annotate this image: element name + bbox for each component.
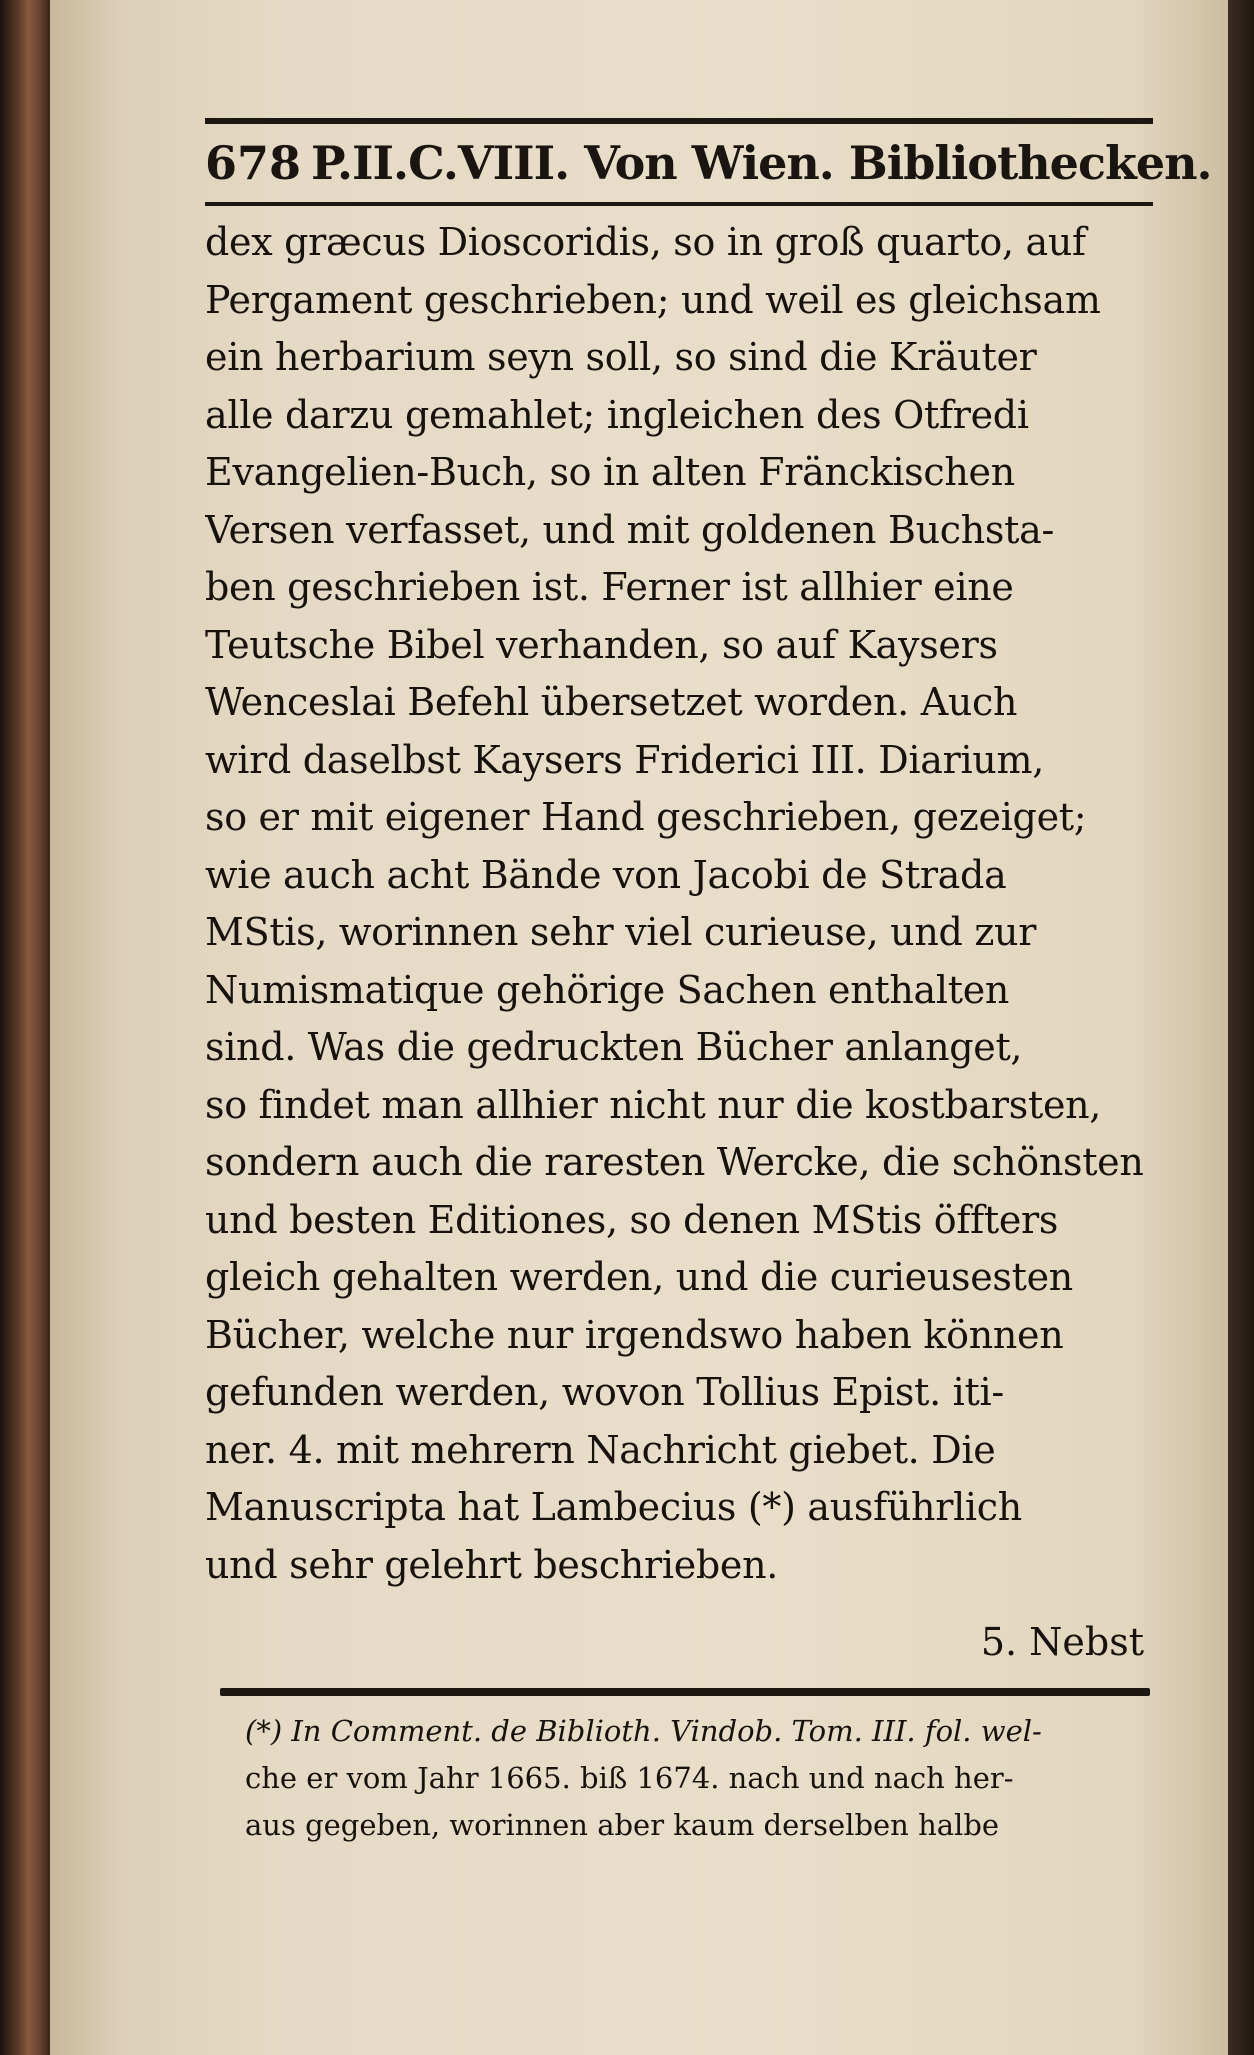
page-shadow-edge <box>1228 0 1254 2055</box>
text-line: Bücher, welche nur irgendswo haben können <box>205 1312 1064 1357</box>
text-line: ein herbarium seyn soll, so sind die Kräuter <box>205 335 1037 379</box>
text-line: und sehr gelehrt beschrieben. <box>205 1542 779 1587</box>
text-line: alle darzu gemahlet; ingleichen des Otfredi <box>205 392 1029 437</box>
text-line: Wenceslai Befehl übersetzet worden. Auch <box>205 680 1018 724</box>
footnote-rule <box>220 1688 1150 1696</box>
footnote-line: aus gegeben, worinnen aber kaum derselben halbe <box>245 1808 1000 1842</box>
page-number: 678 <box>205 136 302 190</box>
text-line: sind. Was die gedruckten Bücher anlanget, <box>205 1025 1023 1069</box>
text-line: Teutsche Bibel verhanden, so auf Kaysers <box>205 622 998 667</box>
running-head-title: P.II.C.VIII. Von Wien. Bibliothecken. <box>311 136 1212 190</box>
text-line: so er mit eigener Hand geschrieben, gezeiget; <box>205 795 1087 839</box>
text-line: MStis, worinnen sehr viel curieuse, und zur <box>205 910 1037 954</box>
text-line: Pergament geschrieben; und weil es gleichsam <box>205 277 1101 322</box>
text-line: dex græcus Dioscoridis, so in groß quarto, auf <box>205 220 1086 264</box>
text-line: Evangelien-Buch, so in alten Fränckischen <box>205 450 1015 494</box>
text-line: ben geschrieben ist. Ferner ist allhier eine <box>205 565 1014 609</box>
running-header <box>205 118 1212 206</box>
catchword: 5. Nebst <box>980 1620 1144 1664</box>
text-line: Numismatique gehörige Sachen enthalten <box>205 967 1010 1012</box>
footnote-line: che er vom Jahr 1665. biß 1674. nach und nach her- <box>245 1761 1014 1795</box>
text-line: ner. 4. mit mehrern Nachricht giebet. Die <box>205 1427 996 1472</box>
footnote-line: (*) In Comment. de Biblioth. Vindob. Tom. III. fol. wel- <box>245 1714 1042 1748</box>
body-text <box>205 214 1153 1594</box>
footnote <box>245 1708 1155 1849</box>
text-line: gefunden werden, wovon Tollius Epist. iti- <box>205 1370 1004 1414</box>
text-line: sondern auch die raresten Wercke, die schönsten <box>205 1140 1144 1184</box>
text-line: und besten Editiones, so denen MStis öffters <box>205 1197 1059 1242</box>
text-line: Manuscripta hat Lambecius (*) ausführlich <box>205 1485 1022 1529</box>
book-edge <box>0 0 52 2055</box>
text-line: Versen verfasset, und mit goldenen Buchsta- <box>205 507 1055 552</box>
text-line: wie auch acht Bände von Jacobi de Strada <box>205 852 1007 897</box>
text-line: so findet man allhier nicht nur die kostbarsten, <box>205 1082 1102 1127</box>
text-line: gleich gehalten werden, und die curieusesten <box>205 1255 1073 1299</box>
text-line: wird daselbst Kaysers Friderici III. Diarium, <box>205 737 1044 782</box>
